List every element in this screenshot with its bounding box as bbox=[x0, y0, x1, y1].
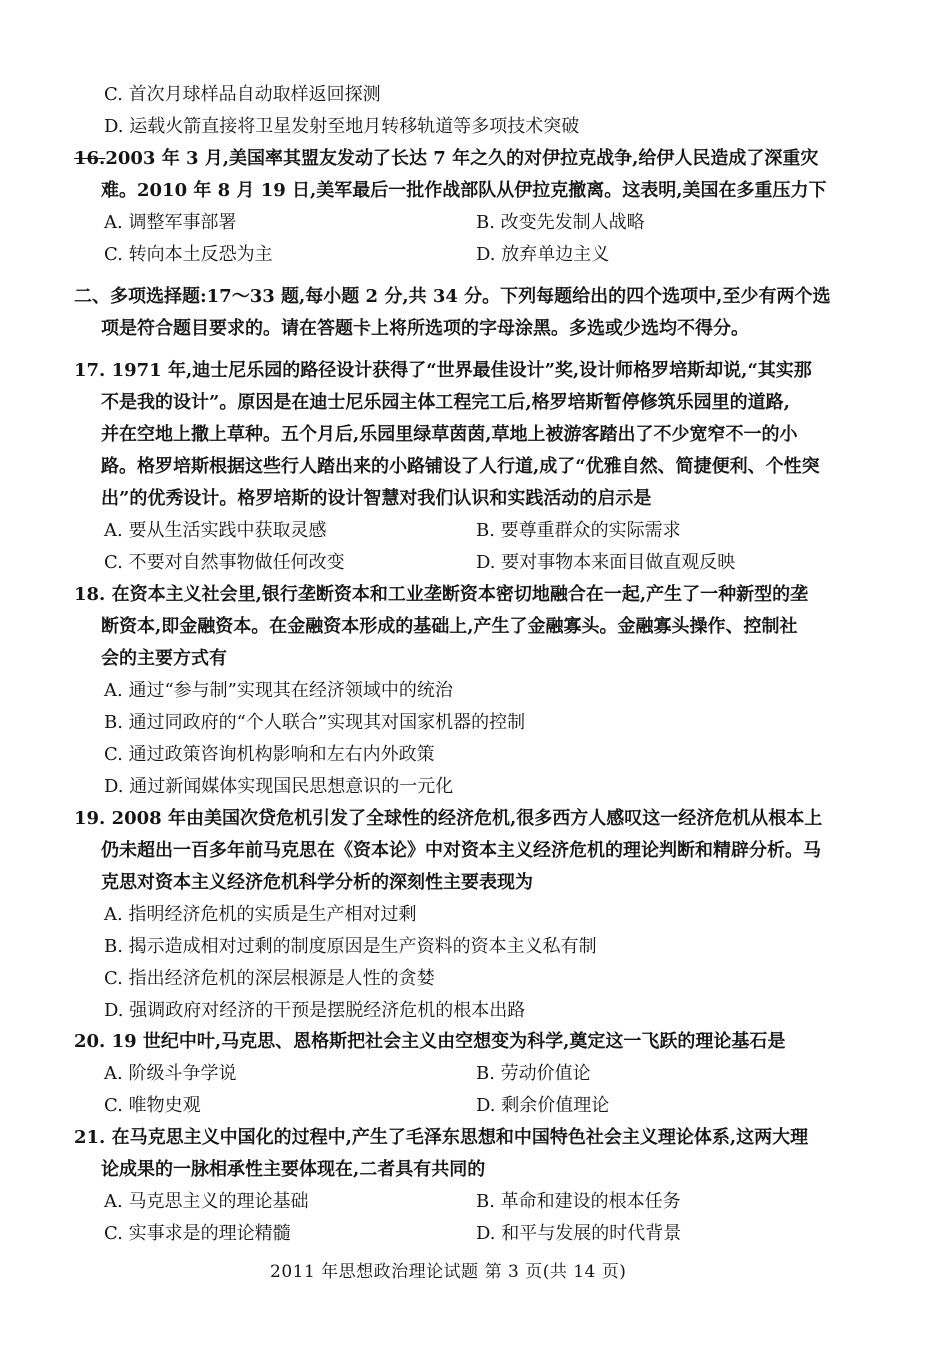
q16-option-c: C. 转向本土反恐为主 bbox=[104, 244, 273, 265]
q17-stem-line-1: 17. 1971 年,迪士尼乐园的路径设计获得了“世界最佳设计”奖,设计师格罗培斯却说,“其实那 bbox=[74, 360, 812, 381]
section2-heading-line-1: 二、多项选择题:17～33 题,每小题 2 分,共 34 分。下列每题给出的四个选项中,至少有两个选 bbox=[74, 286, 831, 307]
q17-option-d: D. 要对事物本来面目做直观反映 bbox=[476, 552, 736, 573]
q18-option-b: B. 通过同政府的“个人联合”实现其对国家机器的控制 bbox=[104, 712, 526, 733]
q21-stem-line-1: 21. 在马克思主义中国化的过程中,产生了毛泽东思想和中国特色社会主义理论体系,这两大理 bbox=[74, 1127, 809, 1148]
q18-stem-line-1: 18. 在资本主义社会里,银行垄断资本和工业垄断资本密切地融合在一起,产生了一种新型的垄 bbox=[74, 584, 809, 605]
page-footer: 2011 年思想政治理论试题 第 3 页(共 14 页) bbox=[270, 1262, 627, 1282]
q16-option-a: A. 调整军事部署 bbox=[104, 212, 237, 233]
q20-option-d: D. 剩余价值理论 bbox=[476, 1095, 610, 1116]
q16-option-b: B. 改变先发制人战略 bbox=[476, 212, 645, 233]
q18-option-c: C. 通过政策咨询机构影响和左右内外政策 bbox=[104, 744, 435, 765]
q17-stem-line-2: 不是我的设计”。原因是在迪士尼乐园主体工程完工后,格罗培斯暂停修筑乐园里的道路, bbox=[101, 392, 790, 413]
q21-option-b: B. 革命和建设的根本任务 bbox=[476, 1191, 681, 1212]
q19-stem-line-2: 仍未超出一百多年前马克思在《资本论》中对资本主义经济危机的理论判断和精辟分析。马 bbox=[101, 840, 821, 861]
q15-option-c: C. 首次月球样品自动取样返回探测 bbox=[104, 84, 381, 105]
q18-stem-line-3: 会的主要方式有 bbox=[101, 648, 227, 669]
q19-option-b: B. 揭示造成相对过剩的制度原因是生产资料的资本主义私有制 bbox=[104, 936, 597, 957]
q17-stem-line-3: 并在空地上撒上草种。五个月后,乐园里绿草茵茵,草地上被游客踏出了不少宽窄不一的小 bbox=[101, 424, 798, 445]
q19-option-a: A. 指明经济危机的实质是生产相对过剩 bbox=[104, 904, 417, 925]
q19-stem-line-1: 19. 2008 年由美国次贷危机引发了全球性的经济危机,很多西方人感叹这一经济危机从根本上 bbox=[74, 808, 823, 829]
q20-option-a: A. 阶级斗争学说 bbox=[104, 1063, 237, 1084]
q19-stem-line-3: 克思对资本主义经济危机科学分析的深刻性主要表现为 bbox=[101, 872, 533, 893]
q15-option-d: D. 运载火箭直接将卫星发射至地月转移轨道等多项技术突破 bbox=[104, 116, 580, 137]
q16-option-d: D. 放弃单边主义 bbox=[476, 244, 610, 265]
q21-option-c: C. 实事求是的理论精髓 bbox=[104, 1223, 291, 1244]
q18-option-d: D. 通过新闻媒体实现国民思想意识的一元化 bbox=[104, 776, 454, 797]
q16-number: 16. bbox=[74, 148, 106, 169]
q21-option-a: A. 马克思主义的理论基础 bbox=[104, 1191, 309, 1212]
q18-option-a: A. 通过“参与制”实现其在经济领域中的统治 bbox=[104, 680, 453, 701]
section2-heading-line-2: 项是符合题目要求的。请在答题卡上将所选项的字母涂黑。多选或少选均不得分。 bbox=[101, 318, 749, 339]
q20-stem-line-1: 20. 19 世纪中叶,马克思、恩格斯把社会主义由空想变为科学,奠定这一飞跃的理论基石是 bbox=[74, 1031, 786, 1052]
q19-option-c: C. 指出经济危机的深层根源是人性的贪婪 bbox=[104, 968, 435, 989]
q17-stem-line-5: 出”的优秀设计。格罗培斯的设计智慧对我们认识和实践活动的启示是 bbox=[101, 488, 652, 509]
q16-stem-line-1 bbox=[74, 148, 818, 170]
q17-option-a: A. 要从生活实践中获取灵感 bbox=[104, 520, 327, 541]
q16-text-1: 2003 年 3 月,美国率其盟友发动了长达 7 年之久的对伊拉克战争,给伊人民造成了深重灾 bbox=[105, 148, 819, 169]
q20-option-b: B. 劳动价值论 bbox=[476, 1063, 591, 1084]
q17-stem-line-4: 路。格罗培斯根据这些行人踏出来的小路铺设了人行道,成了“优雅自然、简捷便利、个性突 bbox=[101, 456, 820, 477]
q18-stem-line-2: 断资本,即金融资本。在金融资本形成的基础上,产生了金融寡头。金融寡头操作、控制社 bbox=[101, 616, 798, 637]
q21-stem-line-2: 论成果的一脉相承性主要体现在,二者具有共同的 bbox=[101, 1159, 486, 1180]
q21-option-d: D. 和平与发展的时代背景 bbox=[476, 1223, 682, 1244]
q16-stem-line-2: 难。2010 年 8 月 19 日,美军最后一批作战部队从伊拉克撤离。这表明,美国在多重压力下 bbox=[101, 180, 827, 201]
q17-option-b: B. 要尊重群众的实际需求 bbox=[476, 520, 681, 541]
q19-option-d: D. 强调政府对经济的干预是摆脱经济危机的根本出路 bbox=[104, 1000, 526, 1021]
q17-option-c: C. 不要对自然事物做任何改变 bbox=[104, 552, 345, 573]
q20-option-c: C. 唯物史观 bbox=[104, 1095, 201, 1116]
